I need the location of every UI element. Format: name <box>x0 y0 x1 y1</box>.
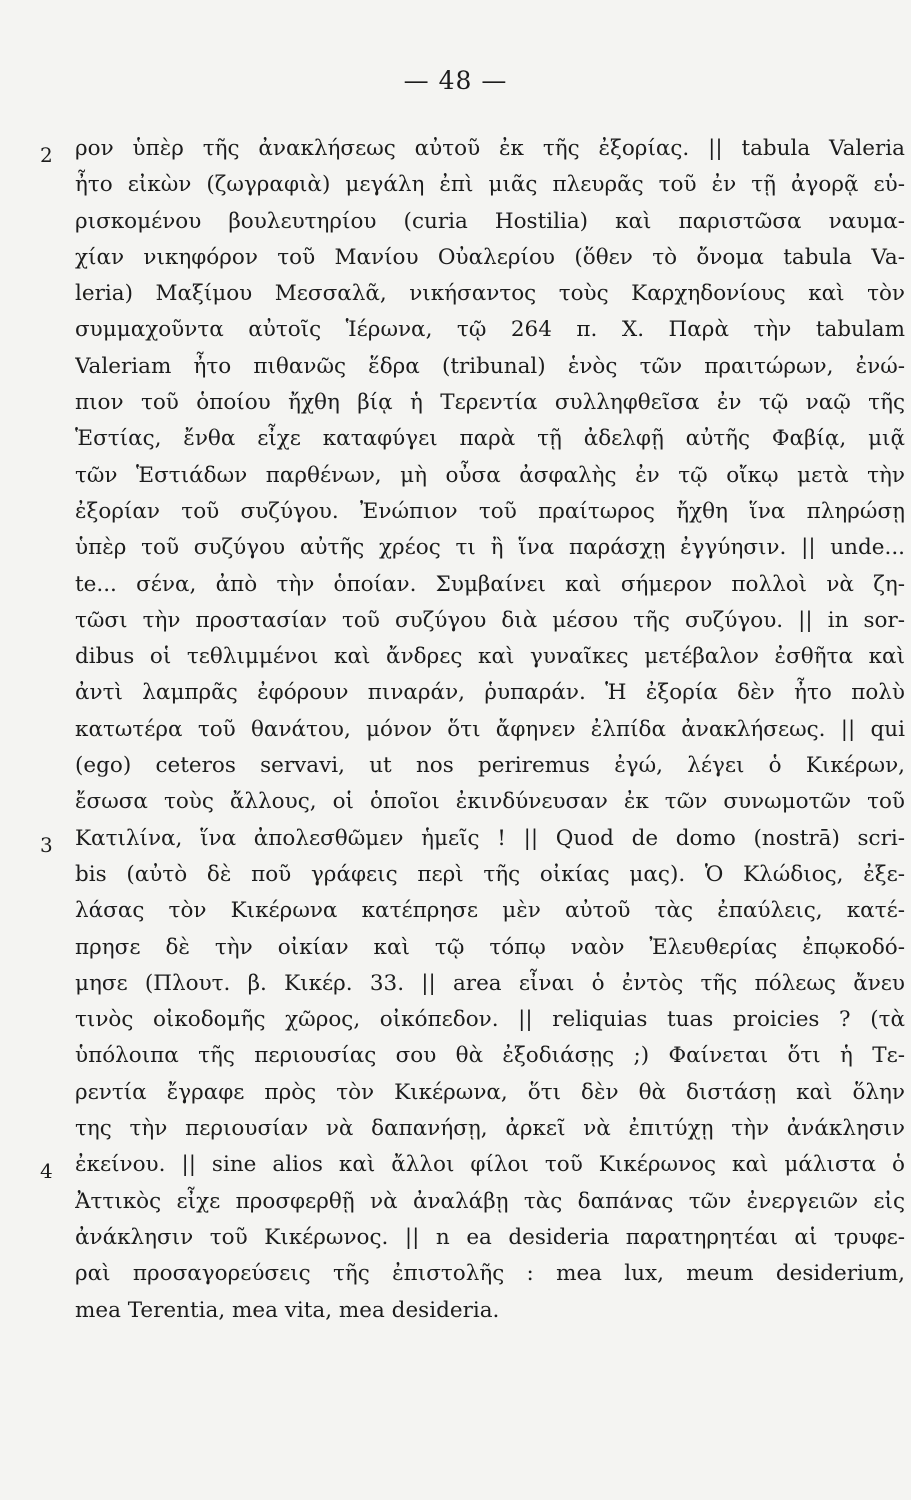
text-line: Κατιλίνα, ἵνα ἀπολεσθῶμεν ἡμεῖς ! || Quod de domo (nostrā) scri- <box>75 825 905 851</box>
text-line: ἀνάκλησιν τοῦ Κικέρωνος. || n ea desideria παρατηρητέαι αἱ τρυφε- <box>75 1224 905 1250</box>
text-line: τῶσι τὴν προστασίαν τοῦ συζύγου διὰ μέσου τῆς συζύγου. || in sor- <box>75 607 905 633</box>
text-line: ἐκείνου. || sine alios καὶ ἄλλοι φίλοι τοῦ Κικέρωνος καὶ μάλιστα ὁ <box>75 1152 905 1178</box>
text-line: mea Terentia, mea vita, mea desideria. <box>75 1297 500 1323</box>
text-line: dibus οἱ τεθλιμμένοι καὶ ἄνδρες καὶ γυναῖκες μετέβαλον ἐσθῆτα καὶ <box>75 644 905 670</box>
text-line: ἐξορίαν τοῦ συζύγου. Ἐνώπιον τοῦ πραίτωρος ἤχθη ἵνα πληρώσῃ <box>75 498 905 524</box>
text-line: ὑπόλοιπα τῆς περιουσίας σου θὰ ἐξοδιάσῃς ;) Φαίνεται ὅτι ἡ Τε- <box>75 1043 905 1069</box>
text-line: (ego) ceteros servavi, ut nos periremus ἐγώ, λέγει ὁ Κικέρων, <box>75 753 905 779</box>
text-line: ἀντὶ λαμπρᾶς ἐφόρουν πιναράν, ῥυπαράν. Ἡ ἐξορία δὲν ἦτο πολὺ <box>75 680 905 706</box>
commentary-text <box>75 131 905 1329</box>
text-line: te... σένα, ἀπὸ τὴν ὁποίαν. Συμβαίνει καὶ σήμερον πολλοὶ νὰ ζη- <box>75 571 905 597</box>
text-line: ρισκομένου βουλευτηρίου (curia Hostilia) καὶ παριστῶσα ναυμα- <box>75 208 905 234</box>
text-line: λάσας τὸν Κικέρωνα κατέπρησε μὲν αὐτοῦ τὰς ἐπαύλεις, κατέ- <box>75 898 905 924</box>
text-line: ἦτο εἰκὼν (ζωγραφιὰ) μεγάλη ἐπὶ μιᾶς πλευρᾶς τοῦ ἐν τῇ ἀγορᾷ εὑ- <box>75 172 905 198</box>
text-line: leria) Μαξίμου Μεσσαλᾶ, νικήσαντος τοὺς Καρχηδονίους καὶ τὸν <box>75 281 905 307</box>
text-line: χίαν νικηφόρον τοῦ Μανίου Οὐαλερίου (ὅθεν τὸ ὄνομα tabula Va- <box>75 244 905 270</box>
margin-line-number: 2 <box>40 143 53 167</box>
text-line: κατωτέρα τοῦ θανάτου, μόνον ὅτι ἄφηνεν ἐλπίδα ἀνακλήσεως. || qui <box>75 716 905 742</box>
text-line: τῶν Ἑστιάδων παρθένων, μὴ οὖσα ἀσφαλὴς ἐν τῷ οἴκῳ μετὰ τὴν <box>75 462 905 488</box>
text-line: ἔσωσα τοὺς ἄλλους, οἱ ὁποῖοι ἐκινδύνευσαν ἐκ τῶν συνωμοτῶν τοῦ <box>75 789 905 815</box>
margin-line-number: 4 <box>40 1159 53 1184</box>
text-line: ραὶ προσαγορεύσεις τῆς ἐπιστολῆς : mea lux, meum desiderium, <box>75 1261 905 1287</box>
text-line: της τὴν περιουσίαν νὰ δαπανήσῃ, ἀρκεῖ νὰ ἐπιτύχῃ τὴν ἀνάκλησιν <box>75 1116 905 1142</box>
text-line: Ἑστίας, ἔνθα εἶχε καταφύγει παρὰ τῇ ἀδελφῇ αὐτῆς Φαβίᾳ, μιᾷ <box>75 426 905 452</box>
text-line: Valeriam ἦτο πιθανῶς ἕδρα (tribunal) ἑνὸς τῶν πραιτώρων, ἐνώ- <box>75 353 905 379</box>
text-line: Ἀττικὸς εἶχε προσφερθῇ νὰ ἀναλάβῃ τὰς δαπάνας τῶν ἐνεργειῶν εἰς <box>75 1188 905 1214</box>
text-line: ὑπὲρ τοῦ συζύγου αὐτῆς χρέος τι ἢ ἵνα παράσχῃ ἐγγύησιν. || unde... <box>75 535 905 561</box>
text-line: πιον τοῦ ὁποίου ἤχθη βίᾳ ἡ Τερεντία συλληφθεῖσα ἐν τῷ ναῷ τῆς <box>75 390 905 416</box>
text-line: ρον ὑπὲρ τῆς ἀνακλήσεως αὐτοῦ ἐκ τῆς ἐξορίας. || tabula Valeria <box>75 136 905 161</box>
text-line: συμμαχοῦντα αὐτοῖς Ἱέρωνα, τῷ 264 π. Χ. Παρὰ τὴν tabulam <box>75 317 905 343</box>
text-line: τινὸς οἰκοδομῆς χῶρος, οἰκόπεδον. || reliquias tuas proicies ? (τὰ <box>75 1007 905 1033</box>
text-line: πρησε δὲ τὴν οἰκίαν καὶ τῷ τόπῳ ναὸν Ἐλευθερίας ἐπῳκοδό- <box>75 934 905 960</box>
text-line: ρεντία ἔγραφε πρὸς τὸν Κικέρωνα, ὅτι δὲν θὰ διστάσῃ καὶ ὅλην <box>75 1079 905 1105</box>
text-line: bis (αὐτὸ δὲ ποῦ γράφεις περὶ τῆς οἰκίας μας). Ὁ Κλώδιος, ἐξε- <box>75 861 905 887</box>
page-number: — 48 — <box>403 66 508 95</box>
margin-line-number: 3 <box>40 832 53 857</box>
text-line: μησε (Πλουτ. β. Κικέρ. 33. || area εἶναι ὁ ἐντὸς τῆς πόλεως ἄνευ <box>75 970 905 996</box>
